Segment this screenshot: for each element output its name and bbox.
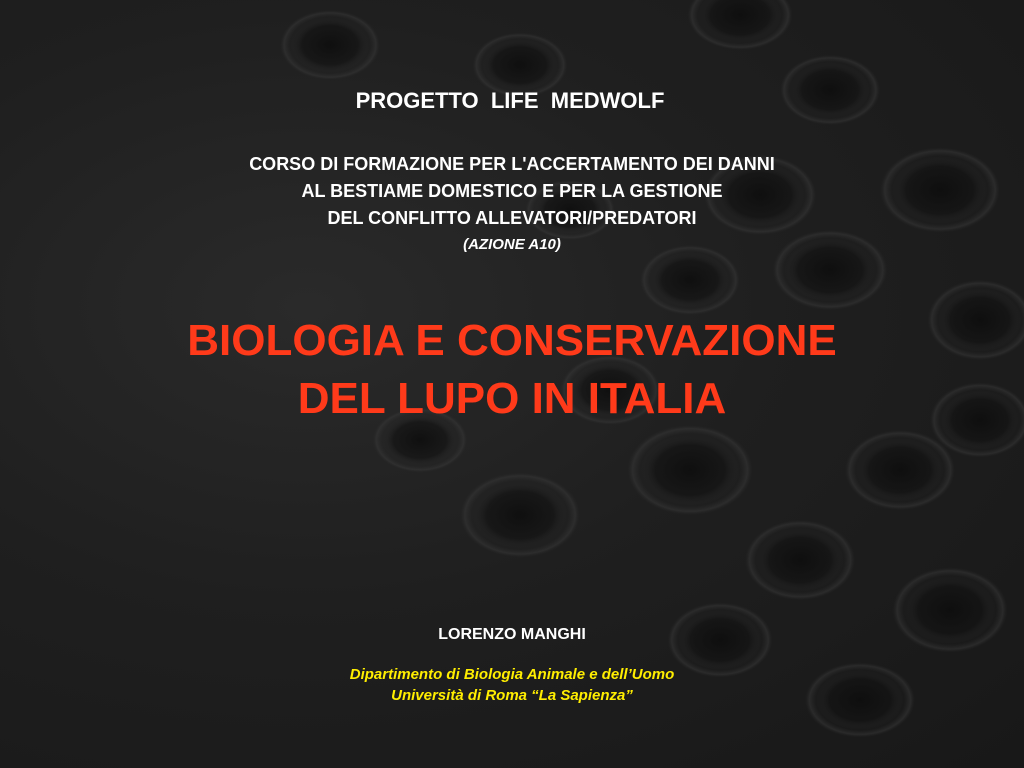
footprint	[640, 434, 740, 506]
footprint	[472, 481, 568, 549]
footprint	[482, 39, 558, 91]
action-code: (AZIONE A10)	[463, 236, 561, 253]
main-title-line: BIOLOGIA E CONSERVAZIONE	[187, 316, 837, 365]
main-title-line: DEL LUPO IN ITALIA	[297, 374, 727, 423]
footprint	[856, 438, 944, 502]
author-name: LORENZO MANGHI	[438, 626, 586, 643]
course-line: DEL CONFLITTO ALLEVATORI/PREDATORI	[327, 208, 697, 228]
course-description	[0, 151, 1024, 232]
affiliation	[0, 664, 1024, 706]
project-title: PROGETTO LIFE MEDWOLF	[355, 88, 665, 113]
footprint	[290, 17, 370, 73]
main-title	[0, 312, 1024, 428]
university-line: Università di Roma “La Sapienza”	[391, 687, 633, 704]
course-line: AL BESTIAME DOMESTICO E PER LA GESTIONE	[301, 181, 723, 201]
footprint	[650, 252, 730, 308]
department-line: Dipartimento di Biologia Animale e dell’Uomo	[349, 666, 675, 683]
footprint	[756, 528, 844, 592]
course-line: CORSO DI FORMAZIONE PER L'ACCERTAMENTO DEI DANNI	[249, 154, 775, 174]
